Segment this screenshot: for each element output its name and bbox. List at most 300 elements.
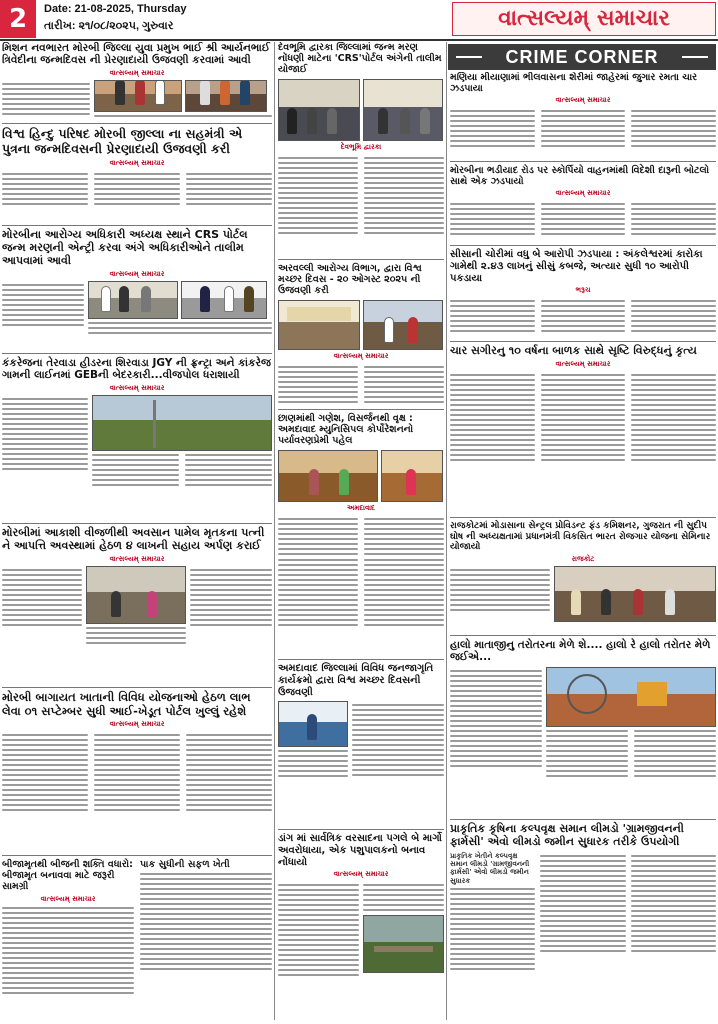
body-text-line <box>278 553 358 555</box>
body-text-line <box>2 624 82 626</box>
story-headline: ડાંગ માં સાર્વત્રિક વરસાદના પગલે બે માર્ગો અવરોધાયા, એક પશુપાલકનો બનાવ નોંધાયો <box>278 833 442 868</box>
field-photo <box>92 395 272 451</box>
body-text-line <box>140 943 272 945</box>
body-text-line <box>541 429 626 431</box>
body-text-line <box>631 130 716 132</box>
body-text-line <box>140 873 272 875</box>
body-text-line <box>2 173 88 175</box>
body-text-line <box>94 759 180 761</box>
decoration <box>450 635 716 636</box>
body-text-line <box>364 212 444 214</box>
body-text-line <box>94 744 180 746</box>
body-text-line <box>450 888 535 890</box>
body-text-line <box>364 614 444 616</box>
body-text-line <box>140 923 272 925</box>
story-headline: રાજકોટમાં મોડાસાના સેન્ટ્રલ પ્રોવિડન્ટ ફંડ કમિશનર, ગુજરાત ની સુદીપ ઘોષ ની અધ્યક્ષતામાં પ્રધાનમંત્રી વિકસિત ભારત રોજગાર યોજના સેમિનાર યોજાયો <box>450 521 711 553</box>
body-text-line <box>278 969 359 971</box>
body-text-line <box>94 203 180 205</box>
story-headline: અરવલ્લી આરોગ્ય વિભાગ, દ્વારા વિશ્વ મચ્છર દિવસ - ૨૦ ઓગસ્ટ ૨૦૨૫ ની ઉજવણી કરી <box>278 263 422 297</box>
story-headline: મિશન નવભારત મોરબી જિલ્લા યુવા પ્રમુખ ભાઈ શ્રી આર્યનભાઈ ત્રિવેદીના જન્મદિવસ ની પ્રેરણાદાયી ઉજવણી કરવામાં આવી <box>2 42 270 67</box>
body-text-line <box>364 609 444 611</box>
body-text-line <box>2 203 88 205</box>
body-text-line <box>364 192 444 194</box>
body-text-line <box>631 218 716 220</box>
decoration <box>2 225 272 226</box>
body-text-line <box>540 940 625 942</box>
body-text-line <box>541 414 626 416</box>
body-text-line <box>186 183 272 185</box>
body-text-line <box>631 895 716 897</box>
decoration <box>87 592 185 623</box>
body-text-line <box>2 93 90 95</box>
decoration <box>101 286 111 312</box>
body-text-line <box>140 893 272 895</box>
body-text-line <box>450 958 535 960</box>
body-text-line <box>185 479 272 481</box>
story-rajkot-seminar <box>450 514 716 632</box>
body-text-line <box>631 384 716 386</box>
body-text-line <box>140 948 272 950</box>
body-text-line <box>278 884 359 886</box>
body-text-line <box>2 433 88 435</box>
body-text-line <box>352 749 444 751</box>
story-ahmedabad-mosquito-day <box>278 656 444 826</box>
body-text-line <box>450 140 535 142</box>
decoration <box>420 108 430 134</box>
body-text-line <box>631 449 716 451</box>
body-text-line <box>352 774 444 776</box>
body-text-line <box>190 604 272 606</box>
decoration <box>240 80 250 105</box>
body-text-line <box>541 233 626 235</box>
decoration <box>279 322 359 348</box>
story-headline: મોરબી બાગાયત ખાતાની વિવિધ યોજનાઓ હેઠળ લાભ લેવા ૦૧ સપ્ટેમ્બર સુધી આઈ-ખેડૂત પોર્ટલ ખુલ્લું રહેશે <box>2 690 251 718</box>
story-byline: વાત્સલ્યમ્ સમાચાર <box>109 383 165 392</box>
body-text-line <box>631 890 716 892</box>
body-text-line <box>140 908 272 910</box>
body-text-line <box>364 579 444 581</box>
body-text-line <box>364 217 444 219</box>
body-text-line <box>450 208 535 210</box>
body-text-line <box>541 115 626 117</box>
body-text-line <box>278 889 359 891</box>
body-text-line <box>450 933 535 935</box>
body-text-line <box>450 379 535 381</box>
story-minor-crime <box>450 338 716 514</box>
body-text-line <box>450 730 542 732</box>
body-text-line <box>450 700 542 702</box>
story-byline: વાત્સલ્યમ્ સમાચાર <box>109 554 165 563</box>
body-text-line <box>450 399 535 401</box>
body-text-line <box>94 769 180 771</box>
body-text-line <box>352 704 444 706</box>
body-text-line <box>450 325 535 327</box>
body-text-line <box>2 448 88 450</box>
body-text-line <box>2 799 88 801</box>
body-text-line <box>546 765 628 767</box>
body-text-line <box>634 745 716 747</box>
body-text-line <box>450 574 550 576</box>
body-text-line <box>631 935 716 937</box>
body-text-line <box>88 332 272 334</box>
body-text-line <box>278 207 358 209</box>
body-text-line <box>631 865 716 867</box>
body-text-line <box>2 98 90 100</box>
body-text-line <box>450 414 535 416</box>
body-text-line <box>190 614 272 616</box>
body-text-line <box>2 183 88 185</box>
body-text-line <box>450 300 535 302</box>
decoration <box>279 80 359 107</box>
body-text-line <box>364 599 444 601</box>
story-headline: સીસાની ચોરીમાં વધુ બે આરોપી ઝડપાયા : અંકલેશ્વરમાં કારોકા ગામેથી ૨.૪૩ લાખનું સીસું કબજે, અત્યાર સુધી ૧૦ આરોપી પકડાયા <box>450 249 703 284</box>
body-text-line <box>2 967 134 969</box>
body-text-line <box>352 744 444 746</box>
body-text-line <box>94 799 180 801</box>
body-text-line <box>546 745 628 747</box>
body-text-line <box>2 113 90 115</box>
body-text-line <box>2 463 88 465</box>
story-byline: વાત્સલ્યમ્ સમાચાર <box>40 894 96 903</box>
body-text-line <box>631 374 716 376</box>
body-text-line <box>94 754 180 756</box>
body-text-line <box>450 419 535 421</box>
body-text-line <box>278 574 358 576</box>
body-text-line <box>86 637 186 639</box>
body-text-line <box>540 935 625 937</box>
body-text-line <box>2 319 84 321</box>
story-neem-farming <box>450 816 716 1020</box>
body-text-line <box>94 198 180 200</box>
body-text-line <box>631 125 716 127</box>
body-text-line <box>450 740 542 742</box>
body-text-line <box>278 232 358 234</box>
body-text-line <box>2 794 88 796</box>
body-text-line <box>278 939 359 941</box>
body-text-line <box>450 305 535 307</box>
body-text-line <box>278 755 348 757</box>
body-text-line <box>2 599 82 601</box>
body-text-line <box>364 543 444 545</box>
body-text-line <box>631 900 716 902</box>
body-text-line <box>92 479 179 481</box>
body-text-line <box>364 533 444 535</box>
body-text-line <box>541 305 626 307</box>
story-seed-treatment <box>2 852 272 1020</box>
body-text-line <box>278 914 359 916</box>
body-text-line <box>541 130 626 132</box>
body-text-line <box>2 739 88 741</box>
body-text-line <box>278 624 358 626</box>
body-text-line <box>140 928 272 930</box>
body-text-line <box>364 197 444 199</box>
body-text-line <box>352 709 444 711</box>
story-headline: પ્રાકૃતિક કૃષિના કલ્પવૃક્ષ સમાન લીમડો 'ગ્રામજીવનની ફાર્મસી' એવો લીમડો જમીન સુધારક તરીકે ઉપયોગી <box>450 822 684 848</box>
body-text-line <box>186 779 272 781</box>
body-text-line <box>2 88 90 90</box>
body-text-line <box>541 399 626 401</box>
date-gujarati: તારીખ: ૨૧/૦૮/૨૦૨૫, ગુરુવાર <box>44 20 174 32</box>
body-text-line <box>364 589 444 591</box>
body-text-line <box>450 898 535 900</box>
body-text-line <box>634 735 716 737</box>
body-text-line <box>2 912 134 914</box>
story-byline: વાત્સલ્યમ્ સમાચાર <box>333 351 389 360</box>
body-text-line <box>278 564 358 566</box>
story-lead-theft <box>450 242 716 338</box>
body-text-line <box>140 963 272 965</box>
body-text-line <box>450 695 542 697</box>
body-text-line <box>190 574 272 576</box>
seminar-photo <box>554 566 716 622</box>
body-text-line <box>278 609 358 611</box>
body-text-line <box>140 918 272 920</box>
body-text-line <box>278 949 359 951</box>
body-text-line <box>541 384 626 386</box>
body-text-line <box>631 454 716 456</box>
body-text-line <box>2 83 90 85</box>
body-text-line <box>278 974 359 976</box>
body-text-line <box>631 434 716 436</box>
body-text-line <box>92 469 179 471</box>
body-text-line <box>363 899 444 901</box>
body-text-line <box>450 908 535 910</box>
body-text-line <box>185 474 272 476</box>
body-text-line <box>2 299 84 301</box>
body-text-line <box>541 449 626 451</box>
body-text-line <box>140 968 272 970</box>
body-text-line <box>278 227 358 229</box>
body-text-line <box>364 518 444 520</box>
body-text-line <box>185 464 272 466</box>
body-text-line <box>352 754 444 756</box>
body-text-line <box>450 394 535 396</box>
body-text-line <box>631 905 716 907</box>
body-text-line <box>631 330 716 332</box>
body-text-line <box>2 957 134 959</box>
body-text-line <box>364 187 444 189</box>
decoration <box>400 108 410 134</box>
body-text-line <box>186 804 272 806</box>
body-text-line <box>450 913 535 915</box>
body-text-line <box>450 685 542 687</box>
body-text-line <box>631 310 716 312</box>
body-text-line <box>278 192 358 194</box>
body-text-line <box>2 922 134 924</box>
body-text-line <box>2 574 82 576</box>
body-text-line <box>631 855 716 857</box>
story-headline: ચાર સગીરનુ ૧૦ વર્ષના બાળક સાથે સૃષ્ટિ વિરુદ્ધનું કૃત્ય <box>450 344 697 357</box>
body-text-line <box>631 429 716 431</box>
decoration <box>408 317 418 343</box>
body-text-line <box>364 162 444 164</box>
decoration <box>87 567 185 592</box>
body-text-line <box>364 227 444 229</box>
body-text-line <box>2 453 88 455</box>
body-text-line <box>631 459 716 461</box>
body-text-line <box>541 330 626 332</box>
decoration <box>364 322 442 348</box>
body-text-line <box>364 594 444 596</box>
body-text-line <box>631 399 716 401</box>
body-text-line <box>2 927 134 929</box>
body-text-line <box>278 157 358 159</box>
body-text-line <box>364 559 444 561</box>
decoration <box>307 714 317 740</box>
fair-photo <box>546 667 716 727</box>
body-text-line <box>631 145 716 147</box>
body-text-line <box>364 584 444 586</box>
body-text-line <box>2 977 134 979</box>
body-text-line <box>541 409 626 411</box>
body-text-line <box>140 878 272 880</box>
body-text-line <box>2 947 134 949</box>
body-text-line <box>631 203 716 205</box>
body-text-line <box>541 374 626 376</box>
body-text-line <box>450 439 535 441</box>
body-text-line <box>2 749 88 751</box>
body-text-line <box>540 950 625 952</box>
body-text-line <box>278 187 358 189</box>
body-text-line <box>186 774 272 776</box>
body-text-line <box>541 404 626 406</box>
story-headline: અમદાવાદ જિલ્લામાં વિવિધ જનજાગૃતિ કાર્યક્રમો દ્વારા વિશ્વ મચ્છર દિવસની ઉજવણી <box>278 663 434 698</box>
body-text-line <box>186 764 272 766</box>
body-text-line <box>364 604 444 606</box>
body-text-line <box>352 714 444 716</box>
body-text-line <box>2 594 82 596</box>
body-text-line <box>540 890 625 892</box>
body-text-line <box>450 409 535 411</box>
story-byline: વાત્સલ્યમ્ સમાચાર <box>555 189 611 198</box>
body-text-line <box>186 754 272 756</box>
crime-corner-banner: CRIME CORNER <box>448 44 716 70</box>
body-text-line <box>450 444 535 446</box>
body-text-line <box>2 774 88 776</box>
body-text-line <box>352 759 444 761</box>
body-text-line <box>92 459 179 461</box>
story-headline: દેવભૂમિ દ્વારકા જિલ્લામાં જન્મ મરણ નોંધણી માટેના 'CRS'પોર્ટલ અંગેની તાલીમ યોજાઈ <box>278 42 442 76</box>
body-text-line <box>86 627 186 629</box>
body-text-line <box>450 454 535 456</box>
body-text-line <box>450 310 535 312</box>
story-dang-rain <box>278 826 444 1020</box>
newspaper-brand: વાત્સલ્યમ્ સમાચાર <box>452 2 716 36</box>
body-text-line <box>450 110 535 112</box>
body-text-line <box>631 320 716 322</box>
body-text-line <box>364 401 444 403</box>
body-text-line <box>631 920 716 922</box>
body-text-line <box>94 178 180 180</box>
body-text-line <box>278 964 359 966</box>
body-text-line <box>2 569 82 571</box>
body-text-line <box>546 770 628 772</box>
body-text-line <box>631 910 716 912</box>
column-divider <box>274 42 275 1020</box>
body-text-line <box>278 594 358 596</box>
event-photo <box>94 80 182 112</box>
body-text-line <box>94 809 180 811</box>
body-text-line <box>352 719 444 721</box>
decoration <box>135 80 145 105</box>
body-text-line <box>2 103 90 105</box>
body-text-line <box>364 391 444 393</box>
body-text-line <box>631 300 716 302</box>
body-text-line <box>364 366 444 368</box>
body-text-line <box>540 905 625 907</box>
body-text-line <box>541 120 626 122</box>
body-text-line <box>546 760 628 762</box>
body-text-line <box>186 739 272 741</box>
body-text-line <box>278 533 358 535</box>
body-text-line <box>140 883 272 885</box>
story-byline: વાત્સલ્યમ્ સમાચાર <box>555 359 611 368</box>
body-text-line <box>186 749 272 751</box>
body-text-line <box>140 938 272 940</box>
story-tarnetar-fair <box>450 632 716 816</box>
body-text-line <box>278 770 348 772</box>
story-liquor-seizure <box>450 158 716 242</box>
body-text-line <box>364 564 444 566</box>
body-text-line <box>278 162 358 164</box>
body-text-line <box>2 789 88 791</box>
body-text-line <box>450 690 542 692</box>
story-subheadline: પ્રાકૃતિક ખેતીને કલ્પવૃક્ષ સમાન લીમડો 'ગ્રામજીવનની ફાર્મસી' એવો લીમડો જમીન સુધારક <box>450 851 530 885</box>
body-text-line <box>2 413 88 415</box>
body-text-line <box>186 769 272 771</box>
body-text-line <box>2 769 88 771</box>
body-text-line <box>186 794 272 796</box>
decoration <box>450 245 716 246</box>
body-text-line <box>364 167 444 169</box>
body-text-line <box>364 177 444 179</box>
body-text-line <box>86 642 186 644</box>
story-ganesh-eco <box>278 406 444 556</box>
body-text-line <box>634 760 716 762</box>
body-text-line <box>450 424 535 426</box>
body-text-line <box>190 594 272 596</box>
decoration <box>633 589 643 615</box>
body-text-line <box>631 870 716 872</box>
body-text-line <box>352 729 444 731</box>
body-text-line <box>2 188 88 190</box>
body-text-line <box>450 745 542 747</box>
body-text-line <box>540 925 625 927</box>
decoration <box>224 286 234 312</box>
decoration <box>200 80 210 105</box>
body-text-line <box>2 309 84 311</box>
body-text-line <box>541 394 626 396</box>
body-text-line <box>631 940 716 942</box>
body-text-line <box>450 315 535 317</box>
body-text-line <box>450 963 535 965</box>
body-text-line <box>190 589 272 591</box>
body-text-line <box>450 750 542 752</box>
body-text-line <box>450 145 535 147</box>
body-text-line <box>631 424 716 426</box>
body-text-line <box>450 434 535 436</box>
body-text-line <box>631 120 716 122</box>
body-text-line <box>2 314 84 316</box>
body-text-line <box>88 322 272 324</box>
decoration <box>364 916 443 941</box>
body-text-line <box>631 223 716 225</box>
body-text-line <box>278 548 358 550</box>
body-text-line <box>2 428 88 430</box>
body-text-line <box>278 909 359 911</box>
story-headline: પાક સુધીની સફળ ખેતી <box>140 859 230 870</box>
body-text-line <box>278 202 358 204</box>
